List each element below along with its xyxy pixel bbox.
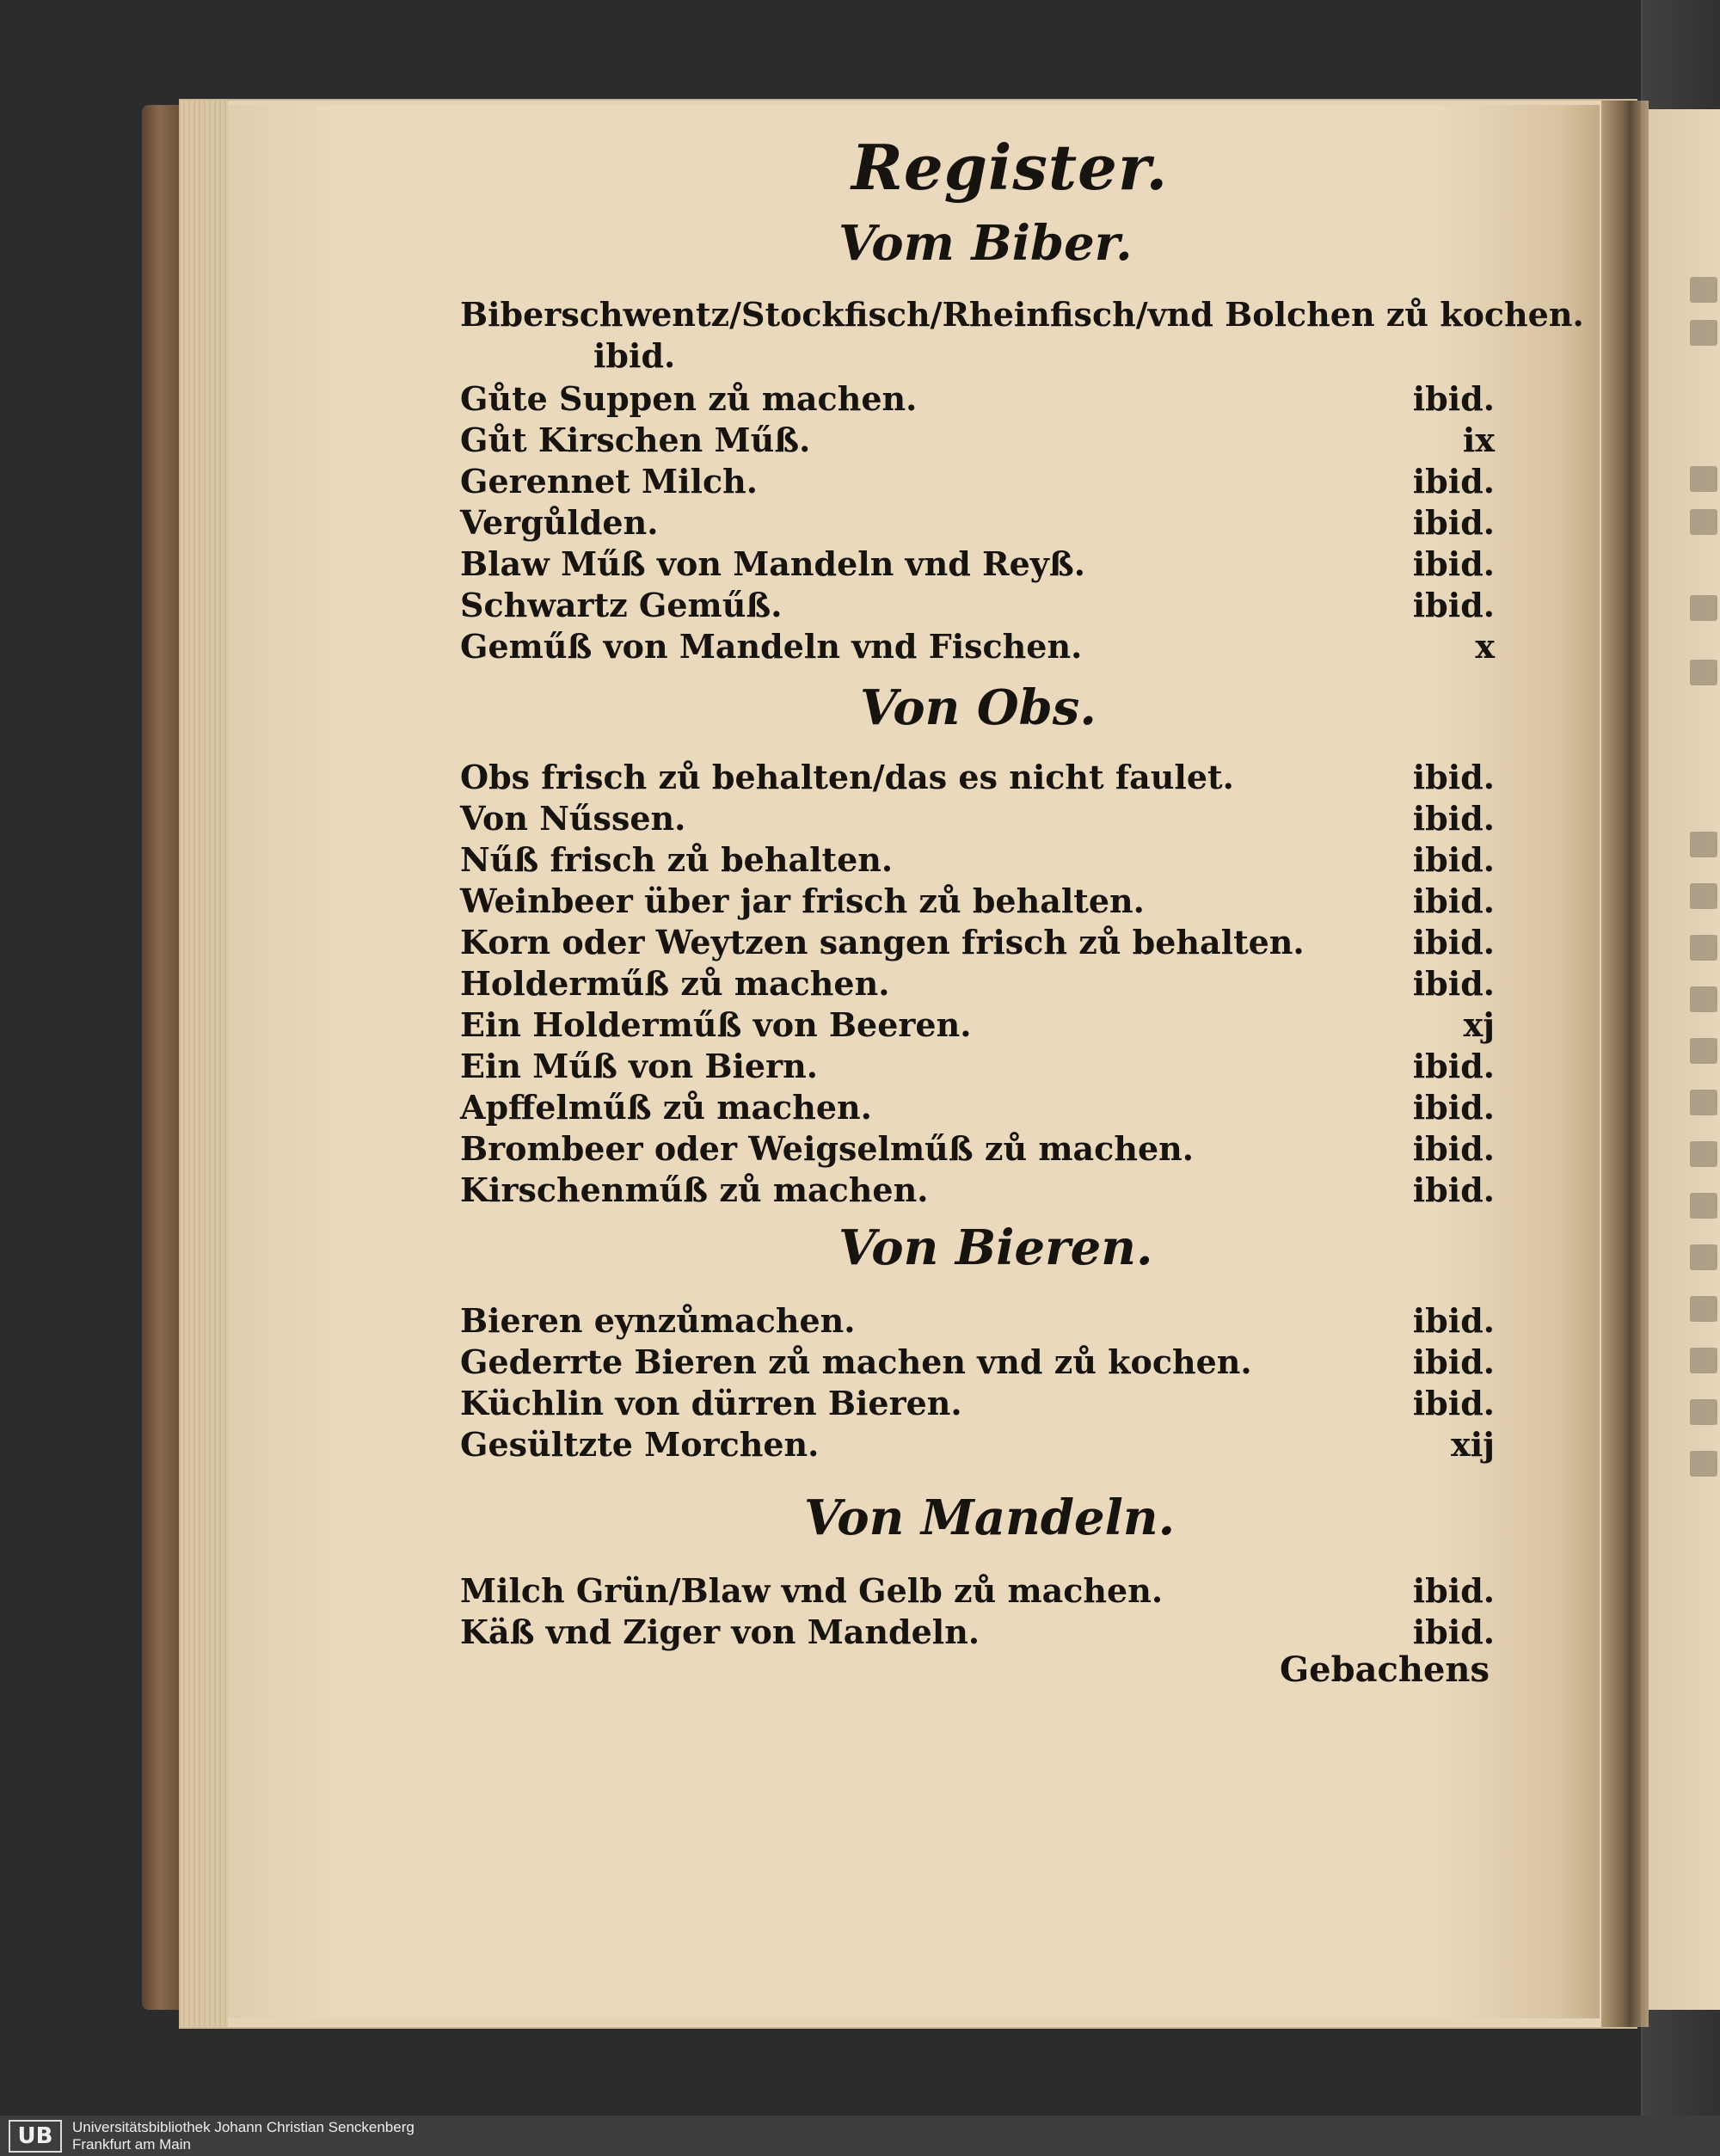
entry-text: Vergůlden. [460, 503, 659, 542]
entry-page-ref: ibid. [1412, 799, 1495, 838]
entry-page-ref: ibid. [1412, 1129, 1495, 1168]
entry-page-ref: ibid. [1412, 1571, 1495, 1610]
entry-text: Weinbeer über jar frisch zů behalten. [460, 881, 1145, 920]
entry-page-ref: ibid. [1412, 1612, 1495, 1651]
entry-text: Apffelműß zů machen. [460, 1088, 872, 1127]
index-entry [460, 922, 1305, 963]
index-entry [460, 1383, 962, 1424]
entry-page-ref: xij [1451, 1425, 1495, 1464]
index-entry [460, 881, 1145, 922]
entry-page-ref: ibid. [1412, 840, 1495, 879]
entry-text: Küchlin von dürren Bieren. [460, 1384, 962, 1422]
entry-page-ref: ibid. [1412, 503, 1495, 542]
index-entry [460, 757, 1234, 798]
index-entry [460, 1087, 872, 1128]
index-entry [460, 963, 889, 1004]
entry-text: Bieren eynzůmachen. [460, 1301, 856, 1340]
entry-text: Gerennet Milch. [460, 462, 758, 501]
entry-text: Biberschwentz/Stockfisch/Rheinfisch/vnd Bolchen zů kochen. [460, 295, 1584, 334]
entry-page-ref: ibid. [1412, 964, 1495, 1003]
entry-text: Milch Grün/Blaw vnd Gelb zů machen. [460, 1571, 1164, 1610]
section-heading: Von Bieren. [838, 1219, 1153, 1276]
index-entry [460, 1004, 971, 1046]
entry-text: Nűß frisch zů behalten. [460, 840, 894, 879]
entry-page-ref: ibid. [1412, 758, 1495, 796]
entry-text: Gůt Kirschen Műß. [460, 421, 811, 459]
entry-page-ref: ibid. [1412, 1088, 1495, 1127]
entry-text: Schwartz Geműß. [460, 586, 783, 624]
index-entry [460, 1046, 818, 1087]
entry-page-ref: ix [1462, 421, 1495, 459]
section-heading: Von Obs. [860, 679, 1096, 736]
footer-line-institution: Universitätsbibliothek Johann Christian Senckenberg [72, 2118, 415, 2135]
footer-bar [0, 2116, 1720, 2156]
index-entry [460, 1170, 928, 1211]
index-entry [460, 461, 758, 502]
entry-page-ref: ibid. [1412, 544, 1495, 583]
index-entry [460, 378, 917, 420]
entry-page-ref: ibid. [1412, 1301, 1495, 1340]
index-entry [460, 839, 893, 881]
entry-page-ref: ibid. [1412, 1170, 1495, 1209]
entry-page-ref: ibid. [1412, 379, 1495, 418]
entry-text: Kirschenműß zů machen. [460, 1170, 929, 1209]
entry-text: Ein Holderműß von Beeren. [460, 1005, 972, 1044]
entry-page-ref: x [1475, 627, 1495, 666]
section-heading: Von Mandeln. [804, 1490, 1176, 1546]
entry-page-ref: ibid. [1412, 1384, 1495, 1422]
entry-page-ref: ibid. [1412, 923, 1495, 961]
entry-text: ibid. [593, 336, 676, 375]
index-entry [460, 798, 685, 839]
index-entry [460, 1342, 1252, 1383]
entry-text: Blaw Műß von Mandeln vnd Reyß. [460, 544, 1085, 583]
entry-page-ref: ibid. [1412, 1342, 1495, 1381]
entry-text: Geműß von Mandeln vnd Fischen. [460, 627, 1083, 666]
entry-text: Gesültzte Morchen. [460, 1425, 820, 1464]
footer-line-city: Frankfurt am Main [72, 2135, 191, 2153]
library-logo: UB [9, 2120, 62, 2153]
index-entry [460, 1128, 1194, 1170]
index-entry [593, 335, 675, 377]
index-entry [460, 420, 810, 461]
entry-text: Holderműß zů machen. [460, 964, 890, 1003]
index-entry [460, 585, 783, 626]
entry-page-ref: ibid. [1412, 462, 1495, 501]
entry-text: Gůte Suppen zů machen. [460, 379, 918, 418]
index-entry [460, 626, 1082, 667]
entry-page-ref: xj [1463, 1005, 1495, 1044]
index-entry [460, 294, 1584, 335]
page-title: Register. [851, 131, 1169, 204]
entry-text: Käß vnd Ziger von Mandeln. [460, 1612, 980, 1651]
entry-page-ref: ibid. [1412, 1047, 1495, 1085]
entry-page-ref: ibid. [1412, 586, 1495, 624]
index-entry [460, 1424, 819, 1465]
page-edges [181, 101, 228, 2027]
index-entry [460, 1612, 980, 1653]
index-entry [460, 1300, 856, 1342]
entry-text: Obs frisch zů behalten/das es nicht faulet. [460, 758, 1234, 796]
entry-text: Ein Műß von Biern. [460, 1047, 818, 1085]
glass-plate-edge [1641, 0, 1720, 2116]
entry-text: Gederrte Bieren zů machen vnd zů kochen. [460, 1342, 1252, 1381]
index-entry [460, 1570, 1163, 1612]
index-entry [460, 544, 1085, 585]
section-heading: Vom Biber. [838, 215, 1133, 272]
entry-text: Brombeer oder Weigselműß zů machen. [460, 1129, 1194, 1168]
entry-text: Korn oder Weytzen sangen frisch zů behalten. [460, 923, 1305, 961]
index-entry [460, 502, 658, 544]
footer-text [72, 2119, 415, 2153]
catchword: Gebachens [1280, 1649, 1490, 1690]
entry-text: Von Nűssen. [460, 799, 686, 838]
entry-page-ref: ibid. [1412, 881, 1495, 920]
